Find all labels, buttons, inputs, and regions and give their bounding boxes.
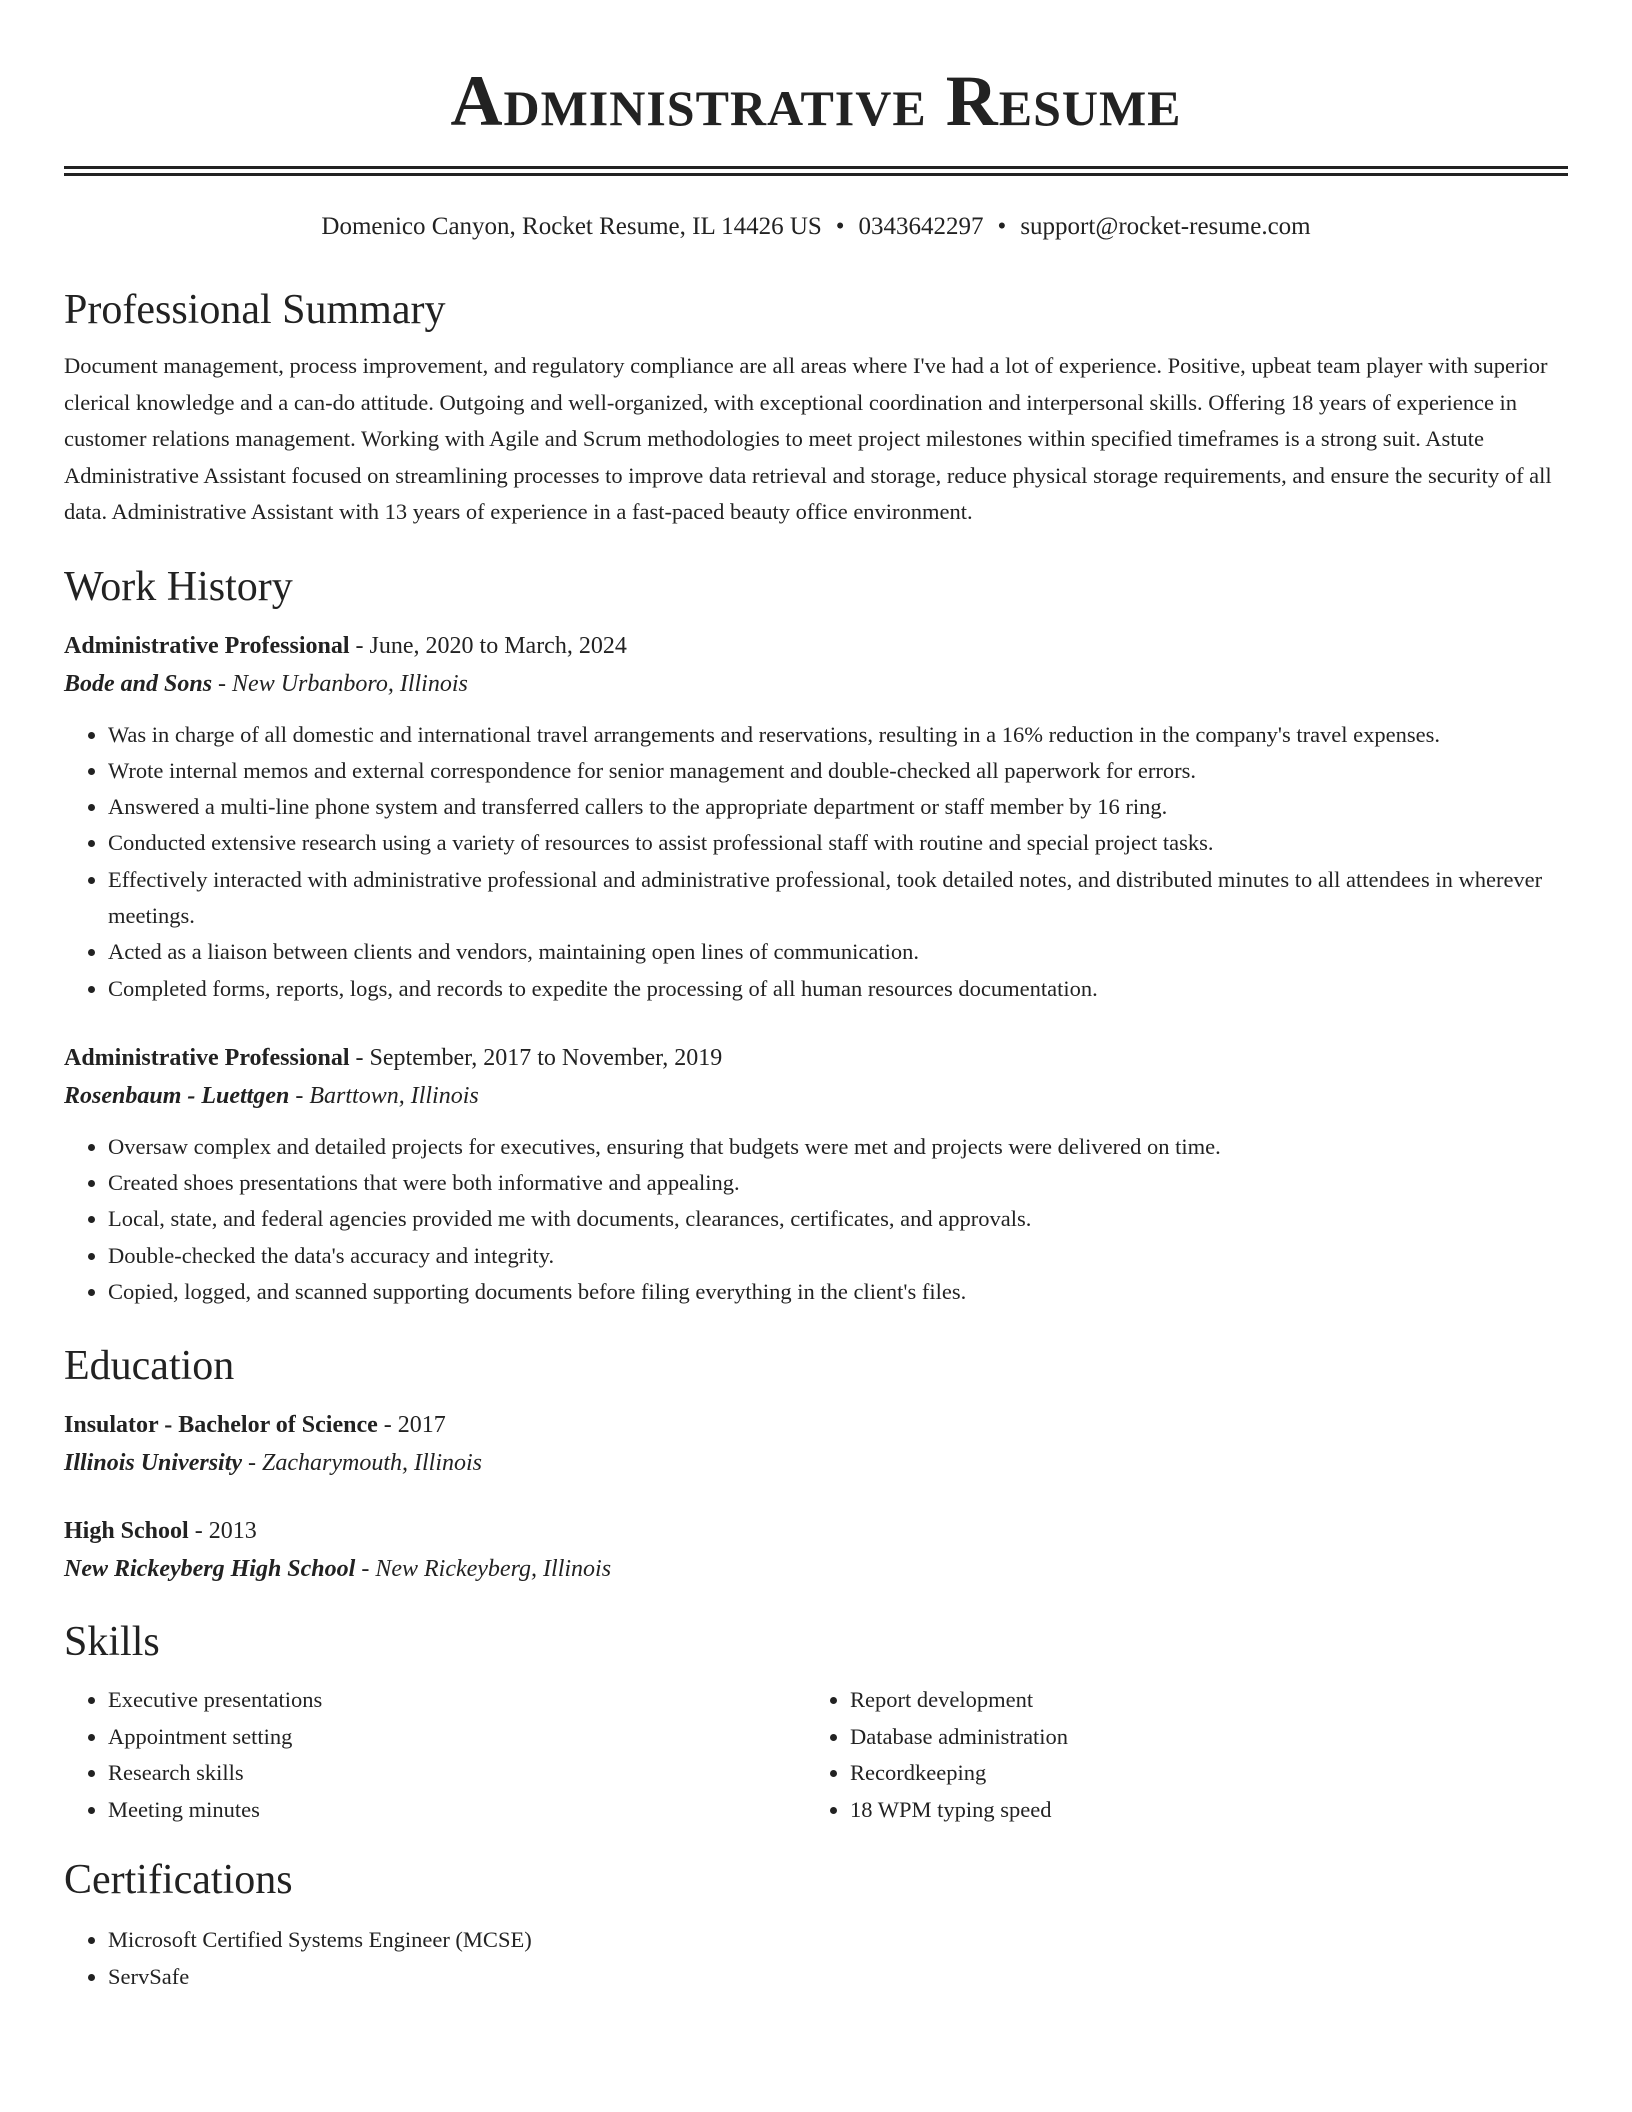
list-item: • Research skills [108, 1755, 806, 1792]
job-bullets [64, 717, 1568, 1007]
list-item: • Answered a multi-line phone system and transferred callers to the appropriate department or staff member by 16 ring. [108, 789, 1568, 825]
work-history-section [64, 561, 1568, 1311]
job-location: - Barttown, Illinois [289, 1082, 479, 1109]
school-line [64, 1444, 1568, 1482]
school-name: New Rickeyberg High School [64, 1556, 356, 1583]
job-company: Rosenbaum - Luettgen [64, 1082, 290, 1109]
list-item: • Double-checked the data's accuracy and integrity. [108, 1238, 1568, 1274]
list-item: • Appointment setting [108, 1719, 806, 1756]
list-item: • ServSafe [108, 1959, 1568, 1995]
contact-separator: • [997, 213, 1007, 240]
education-entry [64, 1512, 1568, 1588]
education-entry [64, 1406, 1568, 1482]
education-section [64, 1340, 1568, 1588]
contact-phone: 0343642297 [858, 213, 984, 240]
list-item: • Report development [850, 1682, 1548, 1719]
school-line [64, 1550, 1568, 1588]
skills-heading: Skills [64, 1619, 160, 1666]
certifications-heading: Certifications [64, 1857, 293, 1904]
list-item: • Completed forms, reports, logs, and records to expedite the processing of all human resources documentation. [108, 971, 1568, 1007]
list-item: • Oversaw complex and detailed projects for executives, ensuring that budgets were met and projects were delivered on time. [108, 1129, 1568, 1165]
degree-line [64, 1512, 1568, 1550]
school-location: - New Rickeyberg, Illinois [355, 1556, 612, 1583]
contact-line [64, 210, 1568, 244]
work-history-heading: Work History [64, 563, 293, 610]
job-company-line [64, 1077, 1568, 1115]
degree-year: - 2017 [377, 1412, 446, 1439]
list-item: • Copied, logged, and scanned supporting documents before filing everything in the client's files. [108, 1274, 1568, 1310]
job-title-line [64, 627, 1568, 665]
job-entry [64, 627, 1568, 1007]
summary-section [64, 284, 1568, 531]
list-item: • Effectively interacted with administrative professional and administrative professional, took detailed notes, and distributed minutes to all attendees in wherever meetings. [108, 862, 1568, 935]
list-item: • Wrote internal memos and external correspondence for senior management and double-checked all paperwork for errors. [108, 753, 1568, 789]
degree-line [64, 1406, 1568, 1444]
contact-address: Domenico Canyon, Rocket Resume, IL 14426 US [321, 213, 822, 240]
resume-title: Administrative Resume [450, 61, 1182, 141]
education-heading: Education [64, 1343, 235, 1390]
job-title: Administrative Professional [64, 1044, 350, 1071]
contact-separator: • [835, 213, 845, 240]
resume-page [64, 0, 1568, 1995]
list-item: • 18 WPM typing speed [850, 1792, 1548, 1829]
list-item: • Database administration [850, 1719, 1548, 1756]
list-item: • Executive presentations [108, 1682, 806, 1719]
list-item: • Meeting minutes [108, 1792, 806, 1829]
list-item: • Was in charge of all domestic and international travel arrangements and reservations, resulting in a 16% reduction in the company's travel expenses. [108, 717, 1568, 753]
job-entry [64, 1039, 1568, 1310]
job-dates: - June, 2020 to March, 2024 [349, 632, 627, 659]
school-name: Illinois University [64, 1450, 243, 1477]
job-title: Administrative Professional [64, 632, 350, 659]
list-item: • Local, state, and federal agencies provided me with documents, clearances, certificates, and approvals. [108, 1201, 1568, 1237]
skills-list-right [806, 1682, 1548, 1828]
degree-year: - 2013 [188, 1518, 257, 1545]
list-item: • Recordkeeping [850, 1755, 1548, 1792]
summary-text: Document management, process improvement, and regulatory compliance are all areas where I've had a lot of experience. Positive, upbeat team player with superior clerical knowledge and a can-do attitude. Outgoing and well-organized, with exceptional coordination and interpersonal skills. Offering 18 years of experience in customer relations management. Working with Agile and Scrum methodologies to meet project milestones within specified timeframes is a strong suit. Astute Administrative Assistant focused on streamlining processes to improve data retrieval and storage, reduce physical storage requirements, and ensure the security of all data. Administrative Assistant with 13 years of experience in a fast-paced beauty office environment. [64, 353, 1552, 524]
degree-name: High School [64, 1518, 189, 1545]
skills-grid [64, 1682, 1568, 1828]
job-title-line [64, 1039, 1568, 1077]
certifications-section [64, 1854, 1568, 1995]
skills-list-left [64, 1682, 806, 1828]
summary-heading: Professional Summary [64, 287, 446, 333]
job-location: - New Urbanboro, Illinois [212, 670, 468, 697]
list-item: • Microsoft Certified Systems Engineer (MCSE) [108, 1922, 1568, 1958]
school-location: - Zacharymouth, Illinois [242, 1450, 483, 1477]
list-item: • Created shoes presentations that were both informative and appealing. [108, 1165, 1568, 1201]
contact-email: support@rocket-resume.com [1020, 213, 1311, 240]
job-dates: - September, 2017 to November, 2019 [349, 1044, 723, 1071]
certifications-list [64, 1922, 1568, 1995]
job-company: Bode and Sons [64, 670, 213, 697]
list-item: • Conducted extensive research using a variety of resources to assist professional staff with routine and special project tasks. [108, 825, 1568, 861]
title-double-rule [64, 166, 1568, 176]
job-company-line [64, 665, 1568, 703]
list-item: • Acted as a liaison between clients and vendors, maintaining open lines of communication. [108, 934, 1568, 970]
skills-section [64, 1616, 1568, 1828]
degree-name: Insulator - Bachelor of Science [64, 1412, 378, 1439]
job-bullets [64, 1129, 1568, 1310]
